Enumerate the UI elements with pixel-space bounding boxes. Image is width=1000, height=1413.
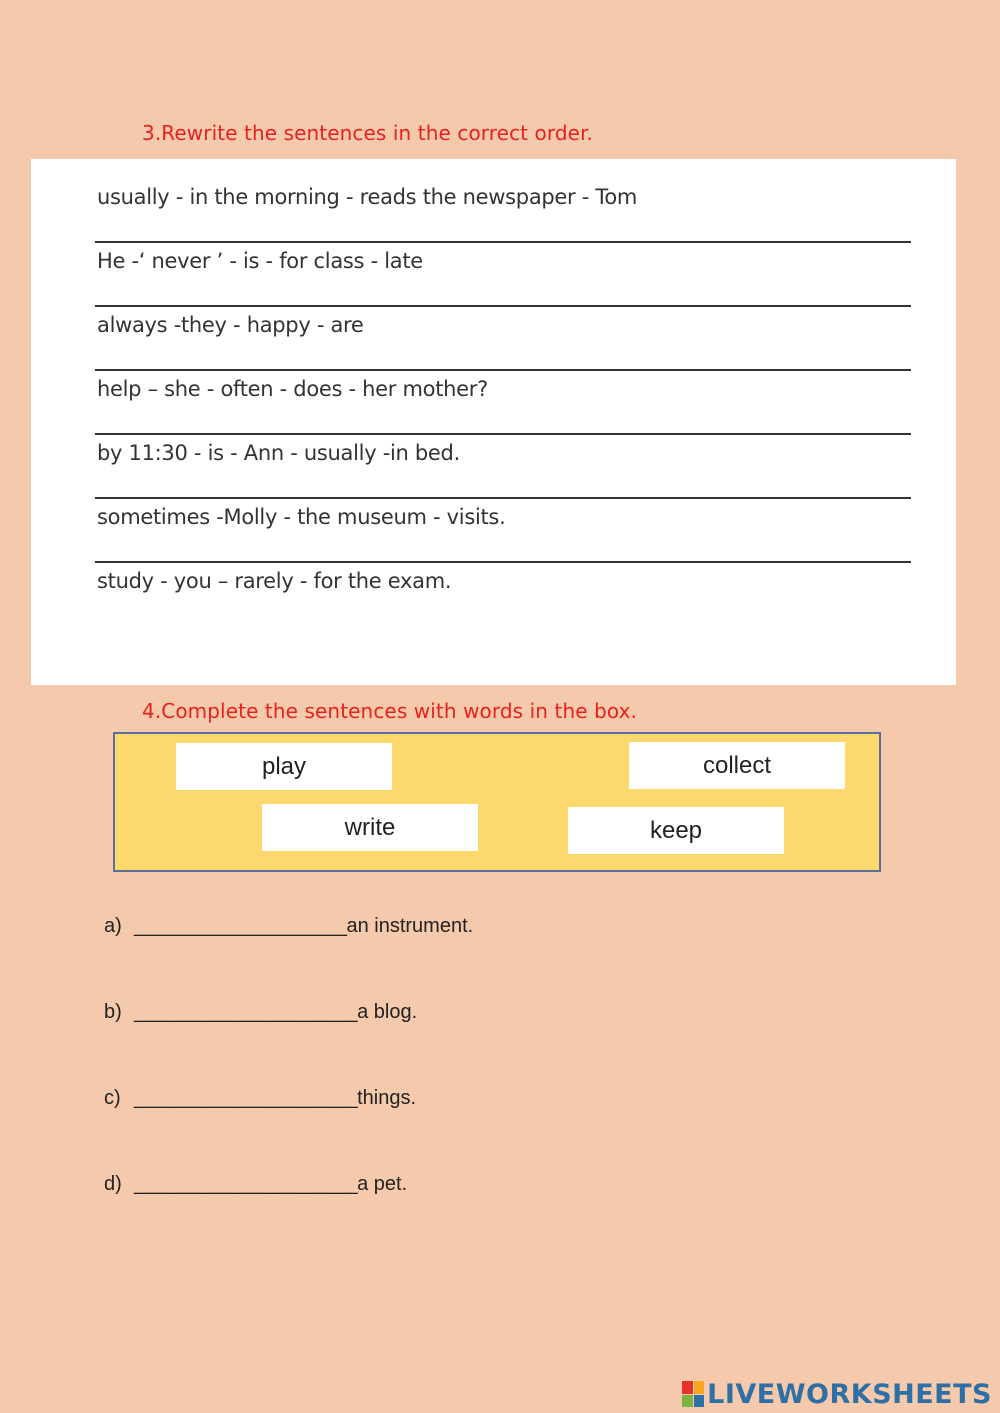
scrambled-sentence: usually - in the morning - reads the newspaper - Tom	[97, 185, 638, 209]
scrambled-sentence: sometimes -Molly - the museum - visits.	[97, 505, 506, 529]
answer-blank[interactable]: ____________________	[134, 915, 347, 937]
word-play[interactable]: play	[176, 743, 392, 790]
rewrite-sentences-sheet	[31, 159, 956, 685]
section-3-heading: 3.Rewrite the sentences in the correct order.	[142, 121, 594, 145]
brand-name: LIVEWORKSHEETS	[707, 1378, 992, 1410]
liveworksheets-logo-icon	[682, 1381, 704, 1407]
scrambled-sentence: always -they - happy - are	[97, 313, 364, 337]
scrambled-sentence: He -ʻ never ʼ - is - for class - late	[97, 249, 423, 273]
question-text: things.	[357, 1087, 417, 1109]
question-c	[104, 1087, 416, 1110]
answer-blank[interactable]: _____________________	[134, 1001, 358, 1023]
question-text: an instrument.	[346, 915, 474, 937]
sentence-row	[95, 351, 911, 415]
question-a	[104, 915, 473, 938]
word-bank	[113, 732, 881, 872]
question-text: a pet.	[357, 1173, 408, 1195]
word-write[interactable]: write	[262, 804, 478, 851]
question-text: a blog.	[357, 1001, 418, 1023]
answer-blank[interactable]: _____________________	[134, 1087, 358, 1109]
sentence-row	[95, 287, 911, 351]
word-collect[interactable]: collect	[629, 742, 845, 789]
scrambled-sentence: by 11:30 - is - Ann - usually -in bed.	[97, 441, 460, 465]
sentence-row	[95, 479, 911, 543]
liveworksheets-brand	[682, 1376, 992, 1412]
question-d	[104, 1173, 407, 1196]
question-label: d)	[104, 1173, 122, 1195]
sentence-row	[95, 159, 911, 223]
scrambled-sentence: help – she - often - does - her mother?	[97, 377, 488, 401]
section-4-heading: 4.Complete the sentences with words in the box.	[142, 699, 638, 723]
question-label: b)	[104, 1001, 122, 1023]
sentence-row	[95, 223, 911, 287]
sentence-row	[95, 415, 911, 479]
question-label: c)	[104, 1087, 121, 1109]
question-b	[104, 1001, 417, 1024]
answer-blank[interactable]: _____________________	[134, 1173, 358, 1195]
scrambled-sentence: study - you – rarely - for the exam.	[97, 569, 452, 593]
sentence-row	[95, 543, 911, 607]
question-label: a)	[104, 915, 122, 937]
word-keep[interactable]: keep	[568, 807, 784, 854]
